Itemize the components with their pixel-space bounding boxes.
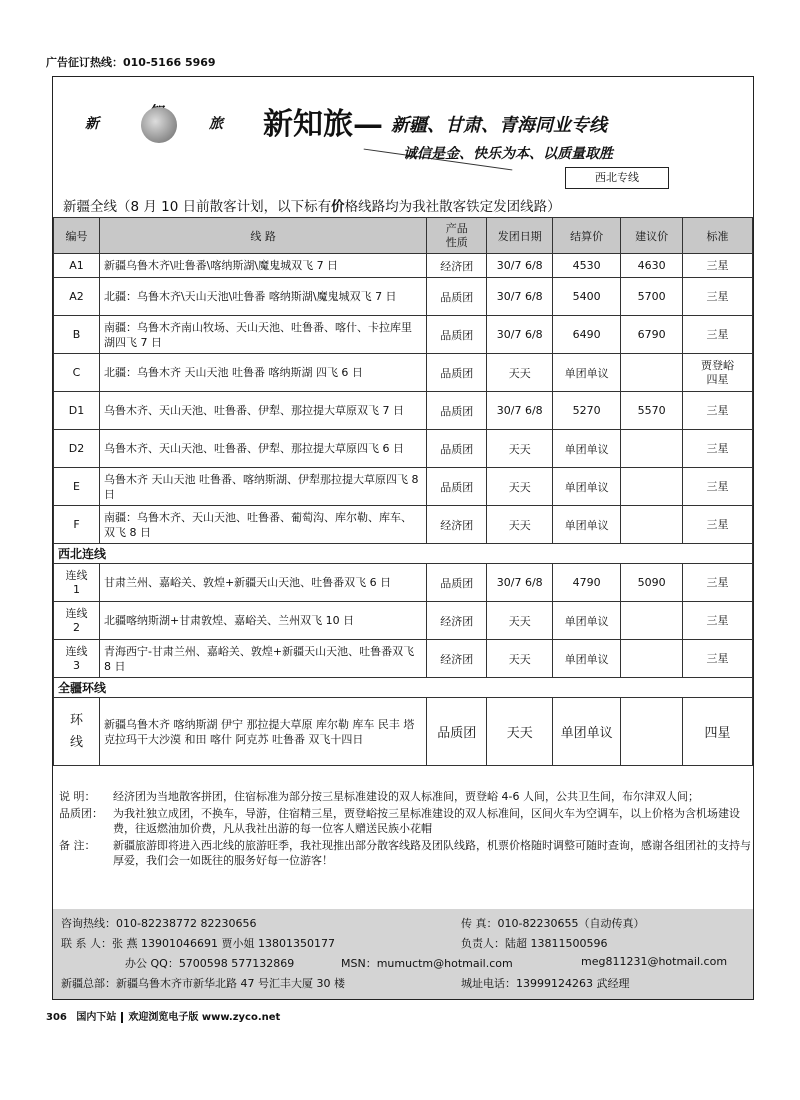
product-type: 品质团 xyxy=(427,316,487,354)
route-id: E xyxy=(54,468,100,506)
settle-price: 单团单议 xyxy=(553,640,621,678)
globe-hands-icon xyxy=(141,107,177,143)
brand-title: 新知旅— xyxy=(263,107,383,142)
note-label: 品质团： xyxy=(59,807,103,820)
departure-date: 30/7 6/8 xyxy=(487,564,553,602)
route-id: 连线 1 xyxy=(54,564,100,602)
col-header: 产品 性质 xyxy=(427,218,487,254)
departure-date: 30/7 6/8 xyxy=(487,254,553,278)
hotel-level: 三星 xyxy=(683,316,753,354)
hotel-level: 三星 xyxy=(683,506,753,544)
route-desc: 南疆：乌鲁木齐南山牧场、天山天池、吐鲁番、喀什、卡拉库里湖四飞 7 日 xyxy=(99,316,426,354)
table-row xyxy=(54,316,753,354)
route-id: A2 xyxy=(54,278,100,316)
route-table xyxy=(53,217,753,766)
brand-subtitle: 新疆、甘肃、青海同业专线 xyxy=(391,115,607,136)
hotel-level: 贾登峪 四星 xyxy=(683,354,753,392)
product-type: 品质团 xyxy=(427,468,487,506)
note-text: 为我社独立成团，不换车，导游，住宿精三星，贾登峪按三星标准建设的双人标准间，区间火车为空调车，以上价格为含机场建设费，往返燃油加价费，凡从我社出游的每一位客人赠送民族小花帽 xyxy=(113,807,740,835)
col-header: 建议价 xyxy=(621,218,683,254)
note-label: 说 明： xyxy=(59,790,96,803)
route-id: B xyxy=(54,316,100,354)
route-desc: 乌鲁木齐、天山天池、吐鲁番、伊犁、那拉提大草原双飞 7 日 xyxy=(99,392,426,430)
product-type: 品质团 xyxy=(427,392,487,430)
settle-price: 4790 xyxy=(553,564,621,602)
route-id: F xyxy=(54,506,100,544)
note-item xyxy=(53,806,753,836)
section-label: 西北连线 xyxy=(54,544,753,564)
suggest-price: 5570 xyxy=(621,392,683,430)
hotel-level: 三星 xyxy=(683,392,753,430)
route-id: 连线 2 xyxy=(54,602,100,640)
manager: 负责人：陆超 13811500596 xyxy=(461,937,608,950)
table-row xyxy=(54,278,753,316)
route-id: C xyxy=(54,354,100,392)
table-row xyxy=(54,564,753,602)
ad-frame xyxy=(52,76,754,1000)
note-label: 备 注： xyxy=(59,839,96,852)
logo-char-3: 旅 xyxy=(209,116,223,132)
settle-price: 单团单议 xyxy=(553,430,621,468)
msn-2: meg811231@hotmail.com xyxy=(581,955,728,968)
settle-price: 单团单议 xyxy=(553,354,621,392)
route-id: A1 xyxy=(54,254,100,278)
section-row-circle xyxy=(54,678,753,698)
notes xyxy=(53,787,753,868)
settle-price: 单团单议 xyxy=(553,468,621,506)
office-qq: 办公 QQ：5700598 577132869 xyxy=(125,957,295,970)
product-type: 品质团 xyxy=(427,430,487,468)
suggest-price xyxy=(621,468,683,506)
departure-date: 天天 xyxy=(487,640,553,678)
hotel-level: 三星 xyxy=(683,640,753,678)
headquarters: 新疆总部：新疆乌鲁木齐市新华北路 47 号汇丰大厦 30 楼 xyxy=(61,977,345,990)
route-id: D1 xyxy=(54,392,100,430)
section-label: 全疆环线 xyxy=(54,678,753,698)
col-header: 编号 xyxy=(54,218,100,254)
route-desc: 甘肃兰州、嘉峪关、敦煌+新疆天山天池、吐鲁番双飞 6 日 xyxy=(99,564,426,602)
product-type: 经济团 xyxy=(427,602,487,640)
note-item xyxy=(53,789,753,804)
contact-persons: 联 系 人：张 燕 13901046691 贾小姐 13801350177 xyxy=(61,937,335,950)
route-desc: 青海西宁-甘肃兰州、嘉峪关、敦煌+新疆天山天池、吐鲁番双飞 8 日 xyxy=(99,640,426,678)
suggest-price xyxy=(621,640,683,678)
col-header: 发团日期 xyxy=(487,218,553,254)
departure-date: 天天 xyxy=(487,430,553,468)
route-desc: 南疆：乌鲁木齐、天山天池、吐鲁番、葡萄沟、库尔勒、库车、双飞 8 日 xyxy=(99,506,426,544)
settle-price: 单团单议 xyxy=(553,506,621,544)
route-id: 环 线 xyxy=(54,698,100,766)
page-footer xyxy=(46,1008,280,1023)
route-desc: 乌鲁木齐、天山天池、吐鲁番、伊犁、那拉提大草原四飞 6 日 xyxy=(99,430,426,468)
msn: MSN：mumuctm@hotmail.com xyxy=(341,957,513,970)
col-header: 标准 xyxy=(683,218,753,254)
route-desc: 北疆喀纳斯湖+甘肃敦煌、嘉峪关、兰州双飞 10 日 xyxy=(99,602,426,640)
route-desc: 新疆乌鲁木齐\吐鲁番\喀纳斯湖\魔鬼城双飞 7 日 xyxy=(99,254,426,278)
note-text: 新疆旅游即将进入西北线的旅游旺季，我社现推出部分散客线路及团队线路，机票价格随时调整可随时查询，感谢各组团社的支持与厚爱，我们会一如既往的服务好每一位游客！ xyxy=(113,839,751,867)
brand-logo xyxy=(77,95,242,145)
table-row xyxy=(54,640,753,678)
hotel-level: 三星 xyxy=(683,278,753,316)
col-header: 线 路 xyxy=(99,218,426,254)
hotel-level: 三星 xyxy=(683,468,753,506)
settle-price: 5270 xyxy=(553,392,621,430)
hotel-level: 三星 xyxy=(683,564,753,602)
departure-date: 30/7 6/8 xyxy=(487,316,553,354)
product-type: 经济团 xyxy=(427,640,487,678)
note-text: 经济团为当地散客拼团，住宿标准为部分按三星标准建设的双人标准间，贾登峪 4-6 人间，公共卫生间，布尔津双人间； xyxy=(113,790,699,803)
departure-date: 天天 xyxy=(487,698,553,766)
suggest-price xyxy=(621,354,683,392)
departure-date: 天天 xyxy=(487,354,553,392)
logo-char-1: 新 xyxy=(85,116,99,132)
footer-sub: 欢迎浏览电子版 www.zyco.net xyxy=(128,1012,281,1023)
section-title-bold: 价 xyxy=(331,199,345,215)
hotline: 咨询热线：010-82238772 82230656 xyxy=(61,917,257,930)
slogan: 诚信是金、快乐为本、以质量取胜 xyxy=(403,146,613,162)
table-row xyxy=(54,354,753,392)
product-type: 品质团 xyxy=(427,698,487,766)
settle-price: 5400 xyxy=(553,278,621,316)
suggest-price: 4630 xyxy=(621,254,683,278)
route-desc: 北疆：乌鲁木齐 天山天池 吐鲁番 喀纳斯湖 四飞 6 日 xyxy=(99,354,426,392)
suggest-price: 5700 xyxy=(621,278,683,316)
suggest-price xyxy=(621,602,683,640)
settle-price: 6490 xyxy=(553,316,621,354)
product-type: 经济团 xyxy=(427,506,487,544)
page-number: 306 xyxy=(46,1012,67,1023)
departure-date: 天天 xyxy=(487,506,553,544)
suggest-price: 5090 xyxy=(621,564,683,602)
route-id: D2 xyxy=(54,430,100,468)
table-header-row xyxy=(54,218,753,254)
suggest-price xyxy=(621,698,683,766)
settle-price: 单团单议 xyxy=(553,602,621,640)
divider xyxy=(121,1012,123,1023)
table-row xyxy=(54,254,753,278)
route-desc: 北疆：乌鲁木齐\天山天池\吐鲁番 喀纳斯湖\魔鬼城双飞 7 日 xyxy=(99,278,426,316)
settle-price: 4530 xyxy=(553,254,621,278)
product-type: 品质团 xyxy=(427,354,487,392)
contact-block xyxy=(53,909,753,999)
suggest-price: 6790 xyxy=(621,316,683,354)
table-row xyxy=(54,468,753,506)
table-row xyxy=(54,698,753,766)
product-type: 经济团 xyxy=(427,254,487,278)
suggest-price xyxy=(621,506,683,544)
table-row xyxy=(54,602,753,640)
route-desc: 乌鲁木齐 天山天池 吐鲁番、喀纳斯湖、伊犁那拉提大草原四飞 8 日 xyxy=(99,468,426,506)
departure-date: 天天 xyxy=(487,602,553,640)
column-name: 国内下站 xyxy=(76,1012,117,1023)
section-title-suffix: 格线路均为我社散客铁定发团线路） xyxy=(344,199,561,215)
table-row xyxy=(54,506,753,544)
section-title-prefix: 新疆全线（8 月 10 日前散客计划，以下标有 xyxy=(63,199,332,215)
product-type: 品质团 xyxy=(427,564,487,602)
ad-hotline: 广告征订热线：010-5166 5969 xyxy=(46,56,216,69)
product-type: 品质团 xyxy=(427,278,487,316)
suggest-price xyxy=(621,430,683,468)
settle-price: 单团单议 xyxy=(553,698,621,766)
section-row-northwest xyxy=(54,544,753,564)
departure-date: 天天 xyxy=(487,468,553,506)
col-header: 结算价 xyxy=(553,218,621,254)
northwest-tag: 西北专线 xyxy=(565,167,669,189)
route-desc: 新疆乌鲁木齐 喀纳斯湖 伊宁 那拉提大草原 库尔勒 库车 民丰 塔克拉玛干大沙漠 和田 喀什 阿克苏 吐鲁番 双飞十四日 xyxy=(99,698,426,766)
departure-date: 30/7 6/8 xyxy=(487,392,553,430)
hq-phone: 城址电话：13999124263 武经理 xyxy=(461,977,630,990)
table-row xyxy=(54,430,753,468)
route-id: 连线 3 xyxy=(54,640,100,678)
hotel-level: 四星 xyxy=(683,698,753,766)
hotel-level: 三星 xyxy=(683,430,753,468)
fax: 传 真：010-82230655（自动传真） xyxy=(461,917,645,930)
hotel-level: 三星 xyxy=(683,254,753,278)
departure-date: 30/7 6/8 xyxy=(487,278,553,316)
hotel-level: 三星 xyxy=(683,602,753,640)
note-item xyxy=(53,838,753,868)
table-row xyxy=(54,392,753,430)
section-title xyxy=(63,195,561,215)
